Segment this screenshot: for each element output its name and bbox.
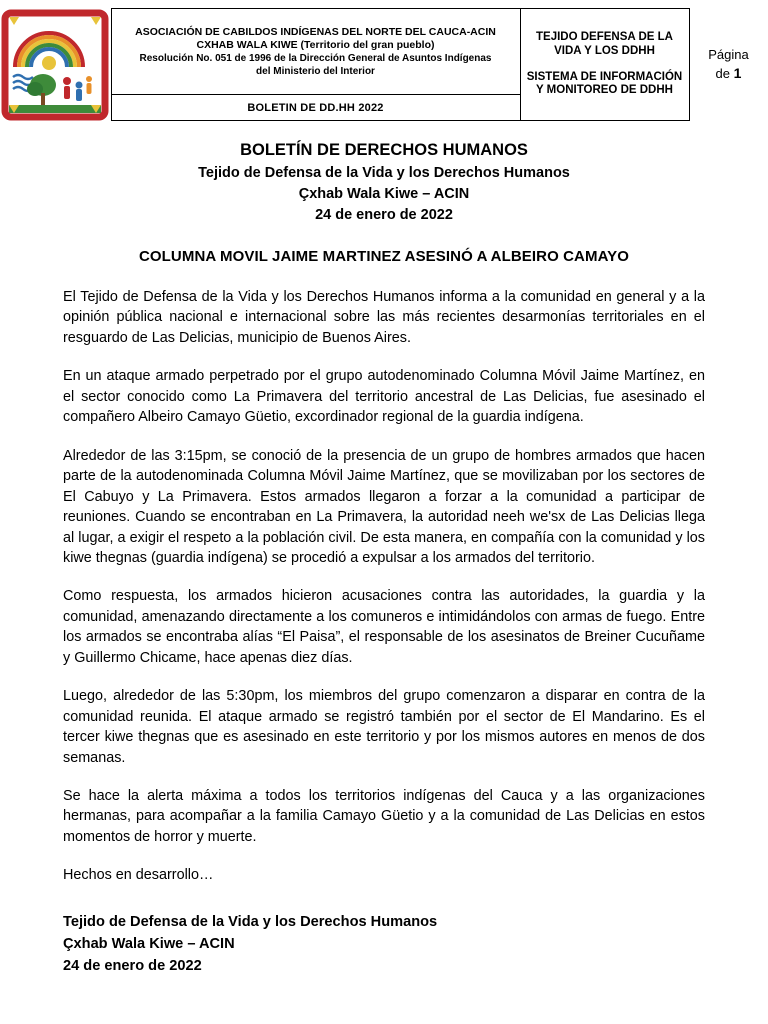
paragraph-7: Hechos en desarrollo… — [63, 867, 214, 884]
paragraph-5: Luego, alrededor de las 5:30pm, los miembros del grupo comenzaron a disparar en contra de la comunidad reunida. El ataque armado se registró también por el sector de El Mandarino. Es el tercer kiwe thegnas que es asesinado en este territorio y por los mismos autores en menos de dos semanas. — [63, 688, 705, 766]
header-page-cell — [689, 9, 768, 121]
paragraph-4: Como respuesta, los armados hicieron acusaciones contra las autoridades, la guardia y la comunidad, amenazando directamente a los comuneros e intimidándolos con armas de fuego. Entre los armados se encontraba alías “El Paisa”, el responsable de los asesinatos de Breiner Cucuñame y Guillermo Chicame, hace apenas diez días. — [63, 588, 705, 666]
paragraph-6: Se hace la alerta máxima a todos los territorios indígenas del Cauca y a las organizaciones hermanas, para acompañar a la familia Camayo Güetio y a la comunidad de Las Delicias en estos momentos de horror y muerte. — [63, 788, 705, 845]
header-tejido-cell — [520, 9, 689, 121]
signature-line-2: Çxhab Wala Kiwe – ACIN — [63, 935, 235, 952]
paragraph-2: En un ataque armado perpetrado por el grupo autodenominado Columna Móvil Jaime Martínez, en el sector conocido como La Primavera del territorio ancestral de Las Delicias, fue asesinado el compañero Albeiro Camayo Güetio, excordinador regional de la guardia indígena. — [63, 368, 705, 426]
document-signature — [63, 912, 705, 978]
sistema-info-title: SISTEMA DE INFORMACIÓN Y MONITOREO DE DDHH — [526, 70, 683, 97]
title-line-1: BOLETÍN DE DERECHOS HUMANOS — [240, 141, 528, 159]
document-header-table — [1, 8, 768, 121]
org-name-line1: ASOCIACIÓN DE CABILDOS INDÍGENAS DEL NORTE DEL CAUCA-ACIN — [135, 25, 496, 38]
signature-line-3: 24 de enero de 2022 — [63, 957, 202, 974]
paragraph-3: Alrededor de las 3:15pm, se conoció de la presencia de un grupo de hombres armados que hacen parte de la autodenominada Columna Móvil Jaime Martínez, que se movilizaban por los sectores de El Cabuyo y La Primavera. Estos armados llegaron a forzar a la comunidad a participar de reuniones. Cuando se encontraban en La Primavera, la autoridad neeh we'sx de Las Delicias llega al lugar, a exigir el respeto a la población civil. De esta manera, en compañía con la comunidad y los kiwe thegnas (guardia indígena) se procedió a expulsar a los armados del territorio. — [63, 447, 705, 566]
title-line-3: Çxhab Wala Kiwe – ACIN — [298, 185, 470, 202]
title-date: 24 de enero de 2022 — [315, 206, 453, 223]
page-of-value: 1 — [733, 64, 742, 81]
acin-logo-icon — [1, 9, 111, 121]
document-body — [63, 287, 705, 886]
page-number — [694, 64, 764, 83]
headline: COLUMNA MOVIL JAIME MARTINEZ ASESINÓ A ALBEIRO CAMAYO — [138, 247, 630, 265]
signature-line-1: Tejido de Defensa de la Vida y los Derechos Humanos — [63, 913, 438, 930]
header-logo-cell — [1, 9, 112, 121]
bulletin-label: BOLETIN DE DD.HH 2022 — [247, 101, 384, 114]
header-org-cell — [111, 9, 520, 95]
org-resolution-line2: del Ministerio del Interior — [256, 65, 375, 77]
document-titles — [0, 139, 768, 226]
paragraph-1: El Tejido de Defensa de la Vida y los Derechos Humanos informa a la comunidad en general y a la opinión pública nacional e internacional sobre las más recientes desarmonías territoriales en el resguardo de Las Delicias, municipio de Buenos Aires. — [63, 288, 705, 346]
header-bulletin-cell — [111, 95, 520, 121]
tejido-title: TEJIDO DEFENSA DE LA VIDA Y LOS DDHH — [536, 30, 673, 57]
page-label: Página — [708, 47, 749, 63]
org-name-line2: CXHAB WALA KIWE (Territorio del gran pueblo) — [196, 38, 435, 51]
page-of-prefix: de — [715, 65, 731, 81]
title-line-2: Tejido de Defensa de la Vida y los Derechos Humanos — [198, 164, 570, 181]
org-resolution-line1: Resolución No. 051 de 1996 de la Dirección General de Asuntos Indígenas — [139, 52, 492, 64]
